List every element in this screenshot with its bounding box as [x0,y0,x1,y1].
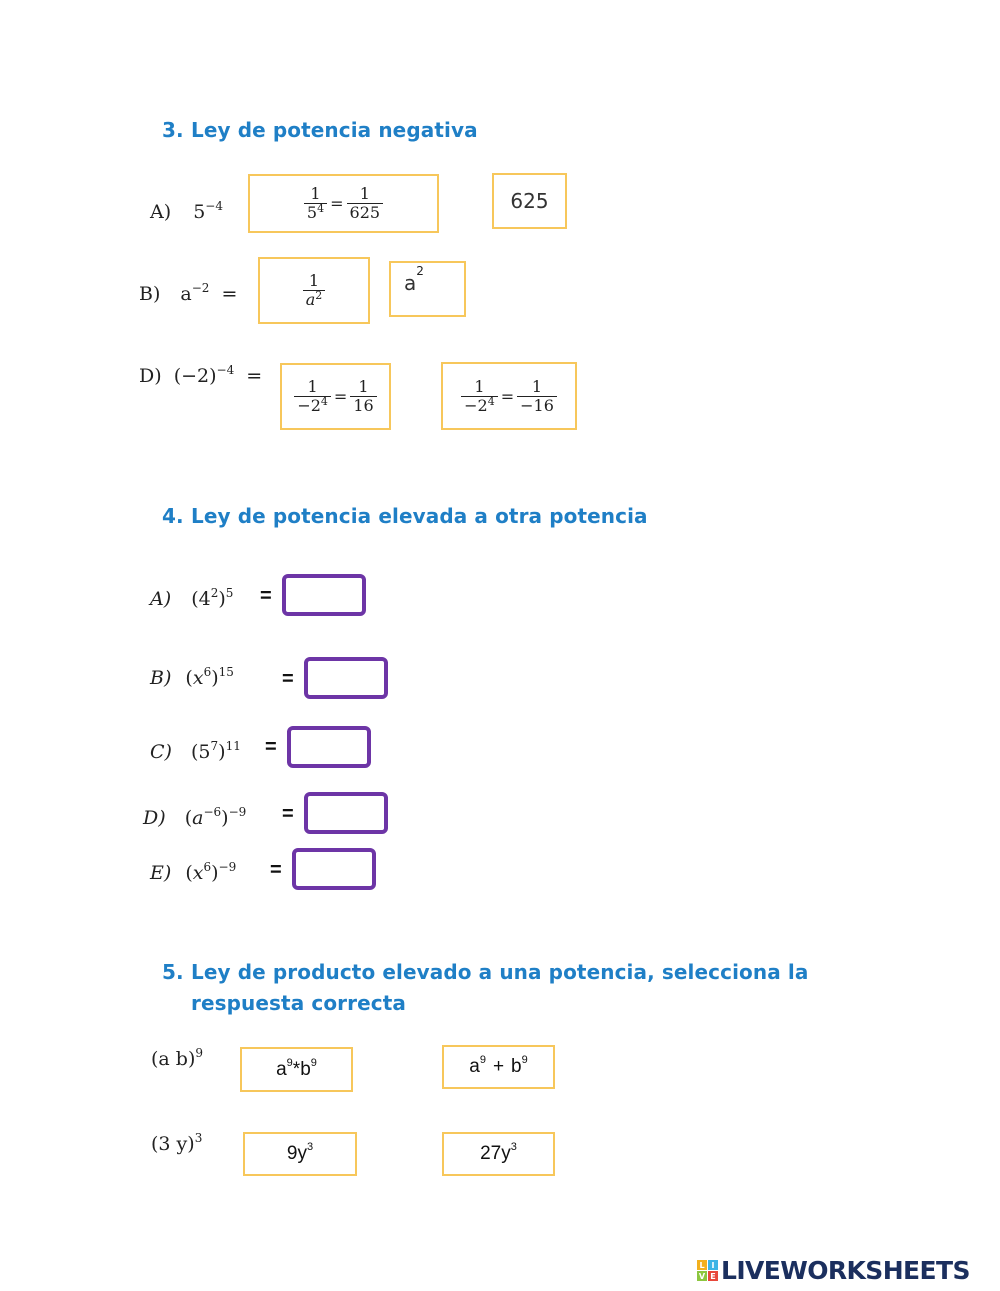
section-5-title-line2: respuesta correcta [191,991,406,1015]
item-3b-expression: B) $a^{-2}$ = [139,281,238,305]
logo-icon [697,1260,718,1281]
section-3-title: Ley de potencia negativa [191,118,478,142]
item-4b-equals: = [282,668,294,690]
item-3a-work-box: $\frac{1}{5^4}$ = $\frac{1}{625}$ [248,174,439,233]
logo-icon-l: L [697,1260,707,1270]
item-3d-option-1[interactable]: $\frac{1}{-2^4}$ = $\frac{1}{16}$ [280,363,391,430]
item-4d-answer-input[interactable] [304,792,388,834]
item-3b-fraction: $\frac{1}{a^2}$ [303,272,326,308]
item-4c-equals: = [265,736,277,758]
item-4b-answer-input[interactable] [304,657,388,699]
item-5-row1-option-2[interactable]: $a^9 + b^9$ [442,1045,555,1089]
section-4-heading [162,504,648,528]
liveworksheets-logo [697,1256,970,1285]
item-3a-fraction-2: $\frac{1}{625}$ [347,185,384,221]
item-5-row2-option-2[interactable]: $27y^3$ [442,1132,555,1176]
item-4e-answer-input[interactable] [292,848,376,890]
section-5-title-line1: Ley de producto elevado a una potencia, selecciona la [191,960,809,984]
item-5-row1-option-1[interactable]: $a^9*b^9$ [240,1047,353,1092]
item-3d-option-2[interactable]: $\frac{1}{-2^4}$ = $\frac{1}{-16}$ [441,362,577,430]
logo-icon-i: I [708,1260,718,1270]
item-5-row2-expression: (3 y)$^3$ [151,1131,203,1155]
section-4-title: Ley de potencia elevada a otra potencia [191,504,648,528]
item-3b-answer-option[interactable]: a 2 [389,261,466,317]
item-5-row1-expression: (a b)$^9$ [151,1046,203,1070]
item-4a-answer-input[interactable] [282,574,366,616]
section-5-number: 5. [162,960,184,984]
item-4b-expression: B) $(x^6)^{15}$ [150,665,234,689]
section-5-heading [162,960,808,1015]
item-3a-answer-option[interactable]: 625 [492,173,567,229]
item-5-row2-option-1[interactable]: $9y^3$ [243,1132,357,1176]
section-4-number: 4. [162,504,184,528]
logo-text: LIVEWORKSHEETS [721,1256,970,1285]
item-3a-expression: A) $5^{-4}$ [150,199,223,223]
logo-icon-v: V [698,1271,706,1281]
item-3a-fraction-1: $\frac{1}{5^4}$ [304,185,327,221]
section-3-heading [162,118,478,142]
item-4a-expression: A) $(4^2)^5$ [150,586,234,610]
logo-icon-e: E [708,1271,718,1281]
item-4e-expression: E) $(x^6)^{-9}$ [150,860,237,884]
item-4a-equals: = [260,585,272,607]
item-3b-work-box [258,257,370,324]
item-3d-expression: D) $(-2)^{-4}$ = [139,363,263,387]
item-4c-expression: C) $(5^7)^{11}$ [150,739,241,763]
item-4d-equals: = [282,803,294,825]
item-4c-answer-input[interactable] [287,726,371,768]
item-4e-equals: = [270,859,282,881]
item-4d-expression: D) $(a^{-6})^{-9}$ [143,805,247,829]
section-3-number: 3. [162,118,184,142]
